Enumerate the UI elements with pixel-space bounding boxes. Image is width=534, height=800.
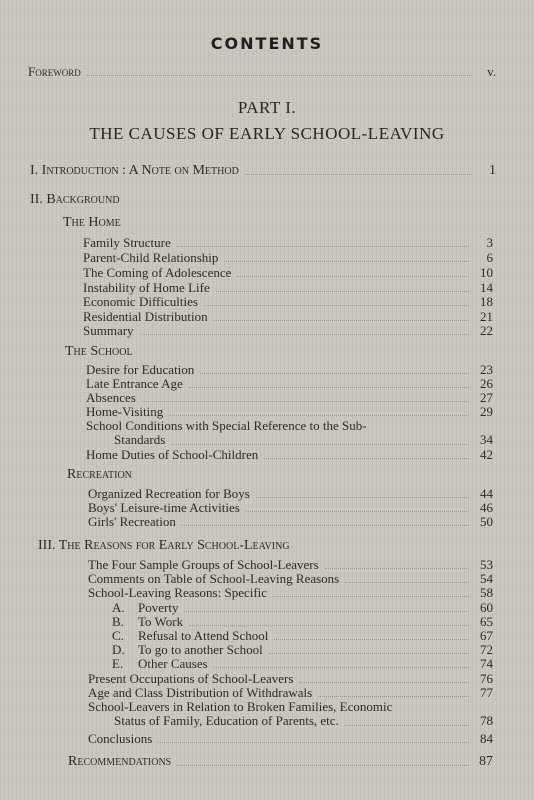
toc-page: 22: [480, 323, 493, 338]
toc-label: The Four Sample Groups of School-Leavers: [88, 557, 319, 572]
toc-letter: B.: [112, 614, 124, 629]
toc-entry: [88, 731, 493, 746]
toc-label: Family Structure: [83, 235, 171, 250]
toc-entry: [88, 685, 493, 700]
toc-letter: D.: [112, 642, 125, 657]
toc-label: Home Duties of School-Children: [86, 447, 259, 462]
leader-dots: [177, 238, 469, 247]
leader-dots: [237, 268, 469, 277]
leader-dots: [256, 489, 469, 498]
toc-label: School-Leaving Reasons: Specific: [88, 585, 268, 600]
leader-dots: [216, 283, 469, 292]
leader-dots: [182, 517, 469, 526]
toc-label: Foreword: [28, 64, 81, 79]
toc-entry-broken-families: [88, 700, 493, 728]
toc-label: To go to another School: [138, 642, 263, 657]
toc-page: 58: [480, 585, 493, 600]
leader-dots: [224, 253, 469, 262]
leader-dots: [269, 645, 469, 654]
toc-label: Comments on Table of School-Leaving Reasons: [88, 571, 340, 586]
toc-page: 18: [480, 294, 493, 309]
leader-dots: [140, 326, 469, 335]
toc-page: v.: [487, 64, 496, 79]
toc-label: Home-Visiting: [86, 404, 164, 419]
toc-entry: [88, 585, 493, 600]
toc-label: To Work: [138, 614, 184, 629]
toc-page: 21: [480, 309, 493, 324]
leader-dots: [158, 734, 469, 743]
toc-page: 67: [480, 628, 493, 643]
toc-page: 29: [480, 404, 493, 419]
toc-entry-school-conditions: [86, 419, 493, 447]
toc-page: 14: [480, 280, 493, 295]
leader-dots: [184, 603, 469, 612]
toc-entry: [83, 309, 493, 324]
toc-entry: [83, 280, 493, 295]
toc-label: Organized Recreation for Boys: [88, 486, 250, 501]
leader-dots: [273, 588, 469, 597]
toc-label: Summary: [83, 323, 134, 338]
toc-page: 26: [480, 376, 493, 391]
toc-page: 46: [480, 500, 493, 515]
leader-dots: [177, 757, 469, 766]
leader-dots: [142, 393, 469, 402]
toc-label-line: Standards: [114, 432, 166, 447]
leader-dots: [245, 166, 472, 175]
toc-entry: [86, 376, 493, 391]
toc-entry: [83, 265, 493, 280]
toc-page: 77: [480, 685, 493, 700]
toc-entry: [86, 447, 493, 462]
toc-label: Instability of Home Life: [83, 280, 210, 295]
toc-page: 6: [486, 250, 493, 265]
toc-label: Other Causes: [138, 656, 208, 671]
toc-label: Refusal to Attend School: [138, 628, 269, 643]
leader-dots: [274, 631, 469, 640]
toc-page: 27: [480, 390, 493, 405]
toc-entry: [88, 671, 493, 686]
leader-dots: [214, 659, 469, 668]
section-heading-reasons: III. The Reasons for Early School-Leaving: [38, 538, 290, 553]
toc-page: 84: [480, 731, 493, 746]
toc-page: 42: [480, 447, 493, 462]
toc-page: 76: [480, 671, 493, 686]
toc-entry: [112, 614, 493, 629]
leader-dots: [299, 674, 469, 683]
toc-entry: [88, 557, 493, 572]
leader-dots: [171, 436, 469, 445]
toc-label: Late Entrance Age: [86, 376, 183, 391]
toc-label-line: Status of Family, Education of Parents, etc.: [114, 713, 339, 728]
toc-page: 44: [480, 486, 493, 501]
toc-page: 34: [480, 432, 493, 447]
toc-entry: [86, 362, 493, 377]
toc-letter: E.: [112, 656, 124, 671]
section-heading-background: II. Background: [30, 192, 120, 207]
toc-entry: [112, 600, 493, 615]
toc-entry: [86, 390, 493, 405]
toc-entry: [88, 486, 493, 501]
toc-entry: [112, 656, 493, 671]
toc-label-line: School-Leavers in Relation to Broken Families, Economic: [88, 699, 393, 714]
toc-label-line: School Conditions with Special Reference to the Sub-: [86, 418, 367, 433]
leader-dots: [345, 574, 469, 583]
contents-title: CONTENTS: [210, 34, 324, 53]
toc-entry-recommendations: [68, 754, 493, 769]
toc-label: Residential Distribution: [83, 309, 208, 324]
toc-label: Boys' Leisure-time Activities: [88, 500, 240, 515]
toc-page: 65: [480, 614, 493, 629]
leader-dots: [345, 717, 469, 726]
toc-entry: [112, 628, 493, 643]
toc-page: 1: [489, 163, 496, 178]
subsection-heading-recreation: Recreation: [67, 467, 132, 482]
toc-entry: [88, 500, 493, 515]
toc-entry: [88, 514, 493, 529]
leader-dots: [87, 67, 472, 76]
toc-entry-introduction: [30, 163, 496, 178]
toc-label: Age and Class Distribution of Withdrawals: [88, 685, 313, 700]
toc-letter: A.: [112, 600, 125, 615]
toc-page: 50: [480, 514, 493, 529]
leader-dots: [264, 450, 469, 459]
toc-label: Conclusions: [88, 731, 153, 746]
leader-dots: [318, 688, 469, 697]
toc-page: 53: [480, 557, 493, 572]
toc-entry-foreword: [28, 64, 496, 79]
subsection-heading-home: The Home: [63, 215, 121, 230]
part-title: THE CAUSES OF EARLY SCHOOL-LEAVING: [89, 124, 445, 143]
toc-page: 72: [480, 642, 493, 657]
toc-entry: [83, 250, 493, 265]
toc-label: Parent-Child Relationship: [83, 250, 219, 265]
toc-page: 10: [480, 265, 493, 280]
leader-dots: [200, 365, 469, 374]
toc-label: Absences: [86, 390, 136, 405]
toc-page: 3: [486, 235, 493, 250]
subsection-heading-school: The School: [65, 344, 133, 359]
toc-label: The Coming of Adolescence: [83, 265, 232, 280]
toc-page: 23: [480, 362, 493, 377]
leader-dots: [214, 312, 469, 321]
leader-dots: [189, 617, 469, 626]
toc-label: Present Occupations of School-Leavers: [88, 671, 294, 686]
leader-dots: [204, 297, 469, 306]
toc-entry: [112, 642, 493, 657]
toc-entry: [83, 294, 493, 309]
toc-label: Girls' Recreation: [88, 514, 176, 529]
toc-entry: [83, 323, 493, 338]
toc-page: 87: [479, 754, 493, 769]
toc-page: 74: [480, 656, 493, 671]
toc-label: Recommendations: [68, 754, 172, 769]
toc-letter: C.: [112, 628, 124, 643]
leader-dots: [189, 379, 469, 388]
toc-page: 54: [480, 571, 493, 586]
toc-label: I. Introduction : A Note on Method: [30, 163, 239, 178]
toc-entry: [86, 404, 493, 419]
toc-label: Desire for Education: [86, 362, 195, 377]
toc-label: Economic Difficulties: [83, 294, 198, 309]
toc-label: Poverty: [138, 600, 179, 615]
toc-entry: [88, 571, 493, 586]
leader-dots: [246, 503, 469, 512]
leader-dots: [169, 407, 469, 416]
toc-page: 78: [480, 713, 493, 728]
leader-dots: [325, 560, 469, 569]
toc-entry: [83, 235, 493, 250]
toc-page: 60: [480, 600, 493, 615]
part-heading: PART I.: [237, 98, 297, 117]
